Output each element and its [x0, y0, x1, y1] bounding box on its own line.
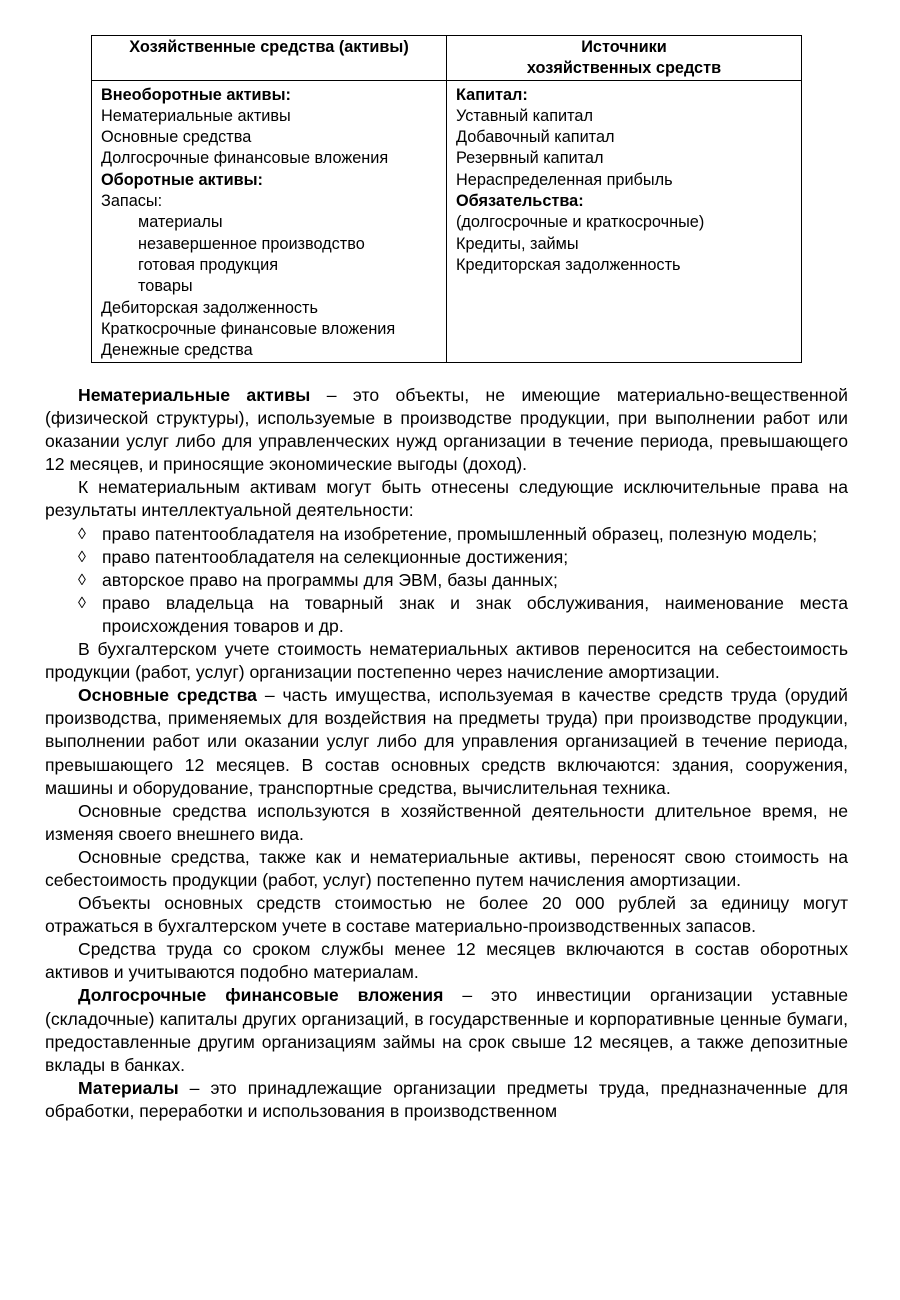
term-long-term-investments: Долгосрочные финансовые вложения — [78, 985, 444, 1006]
paragraph-fixed-assets — [45, 684, 848, 799]
table-line: Кредиты, займы — [456, 234, 579, 253]
table-line: товары — [138, 277, 193, 296]
list-item — [45, 523, 848, 546]
table-section-heading: Капитал: — [456, 85, 528, 104]
paragraph-amortization-transfer: В бухгалтерском учете стоимость нематериальных активов переносится на себестоимость продукции (работ, услуг) организации постепенно через начисление амортизации. — [45, 639, 848, 683]
body-text — [45, 384, 848, 1123]
sources-header-line1: Источники — [581, 38, 667, 56]
list-item — [45, 592, 848, 638]
table-line: Денежные средства — [101, 341, 253, 360]
assets-sources-table — [91, 35, 802, 363]
assets-header-text: Хозяйственные средства (активы) — [129, 38, 409, 56]
table-line: Кредиторская задолженность — [456, 255, 681, 274]
table-line: Долгосрочные финансовые вложения — [101, 149, 389, 168]
definition-intangible-assets: – это объекты, не имеющие материально-вещественной (физической структуры), используемые в производстве продукции, при выполнении работ или оказании услуг либо для управленческих нужд организации в течение периода, превышающего 12 месяцев, и приносящие экономические выгоды (доход). — [45, 385, 849, 475]
assets-column-header — [92, 36, 447, 81]
term-materials: Материалы — [78, 1077, 179, 1098]
table-line: Основные средства — [101, 128, 252, 147]
table-section-heading: Оборотные активы: — [101, 170, 263, 189]
table-body-row — [92, 80, 802, 363]
definition-fixed-assets: – часть имущества, используемая в качестве средств труда (орудий производства, применяемых для воздействия на предметы труда) при производстве продукции, выполнении работ или оказании услуг либо для управления организацией в течение периода, превышающего 12 месяцев. В состав основных средств включаются: здания, сооружения, машины и оборудование, транспортные средства, вычислительная техника. — [45, 685, 848, 798]
table-line: Нематериальные активы — [101, 106, 291, 125]
table-line: незавершенное производство — [138, 234, 365, 253]
list-item-text: право владельца на товарный знак и знак обслуживания, наименование места происхождения товаров и др. — [102, 592, 848, 636]
sources-column — [447, 80, 802, 363]
table-line: готовая продукция — [138, 255, 279, 274]
paragraph-materials — [45, 1077, 848, 1123]
list-item-text: авторское право на программы для ЭВМ, базы данных; — [102, 569, 558, 590]
definition-materials: – это принадлежащие организации предметы труда, предназначенные для обработки, переработки и использования в производственном — [45, 1077, 848, 1121]
assets-column — [92, 80, 447, 363]
diamond-bullet-icon: ◊ — [78, 548, 86, 566]
table-line: Краткосрочные финансовые вложения — [101, 319, 396, 338]
sources-header-line2: хозяйственных средств — [526, 59, 722, 78]
paragraph-short-life-tools: Средства труда со сроком службы менее 12 месяцев включаются в состав оборотных активов и учитываются подобно материалам. — [45, 939, 848, 983]
diamond-bullet-icon: ◊ — [78, 525, 86, 543]
paragraph-exclusive-rights: К нематериальным активам могут быть отнесены следующие исключительные права на результаты интеллектуальной деятельности: — [45, 477, 848, 521]
term-intangible-assets: Нематериальные активы — [78, 385, 311, 405]
paragraph-fixed-assets-depreciation: Основные средства, также как и нематериальные активы, переносят свою стоимость на себестоимость продукции (работ, услуг) постепенно путем начисления амортизации. — [45, 846, 848, 890]
table-line: Дебиторская задолженность — [101, 298, 318, 317]
paragraph-low-value-objects: Объекты основных средств стоимостью не более 20 000 рублей за единицу могут отражаться в бухгалтерском учете в составе материально-производственных запасов. — [45, 893, 848, 937]
list-item — [45, 546, 848, 569]
paragraph-fixed-assets-usage: Основные средства используются в хозяйственной деятельности длительное время, не изменяя своего внешнего вида. — [45, 800, 848, 844]
definition-long-term-investments: – это инвестиции организации уставные (складочные) капиталы других организаций, в государственные и корпоративные ценные бумаги, предоставленные другим организациям займы на срок свыше 12 месяцев, а также депозитные вклады в банках. — [45, 985, 849, 1075]
table-section-heading: Обязательства: — [456, 192, 584, 211]
diamond-bullet-icon: ◊ — [78, 594, 86, 612]
table-line: Нераспределенная прибыль — [456, 170, 673, 189]
table-line: Уставный капитал — [456, 106, 593, 125]
table-line: материалы — [138, 213, 223, 232]
table-line: Запасы: — [101, 192, 163, 211]
list-item-text: право патентообладателя на селекционные достижения; — [102, 546, 569, 567]
term-fixed-assets: Основные средства — [78, 685, 257, 706]
sources-column-header — [447, 36, 802, 81]
table-line: (долгосрочные и краткосрочные) — [456, 213, 705, 232]
list-item-text: право патентообладателя на изобретение, промышленный образец, полезную модель; — [102, 523, 818, 544]
table-line: Добавочный капитал — [456, 128, 615, 147]
rights-bullet-list — [45, 523, 848, 638]
diamond-bullet-icon: ◊ — [78, 571, 86, 589]
paragraph-intangible-assets — [45, 384, 848, 476]
list-item — [45, 569, 848, 592]
table-line: Резервный капитал — [456, 149, 604, 168]
table-section-heading: Внеоборотные активы: — [101, 85, 291, 104]
table-header-row — [92, 36, 802, 81]
paragraph-long-term-investments — [45, 984, 848, 1076]
